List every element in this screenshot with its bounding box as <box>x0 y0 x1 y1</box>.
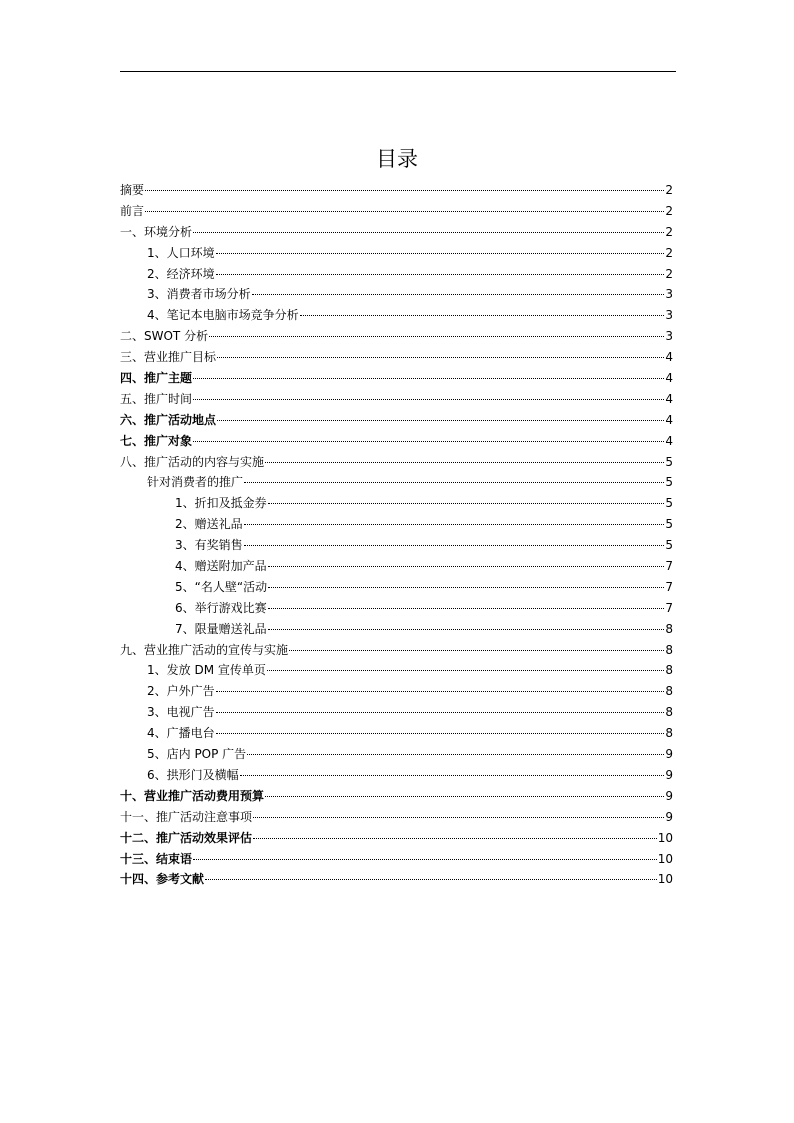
dot-leader <box>289 650 664 651</box>
toc-entry[interactable] <box>120 640 673 661</box>
toc-entry[interactable] <box>120 786 673 807</box>
toc-entry-label: 五、推广时间 <box>120 391 193 406</box>
toc-entry-page: 9 <box>665 809 673 824</box>
toc-entry-page: 4 <box>665 433 673 448</box>
toc-entry[interactable] <box>120 577 673 598</box>
dot-leader <box>193 399 664 400</box>
toc-entry[interactable] <box>120 807 673 828</box>
dot-leader <box>209 336 664 337</box>
toc-entry-page: 8 <box>665 642 673 657</box>
toc-entry-page: 8 <box>665 663 673 678</box>
toc-entry-label: 一、环境分析 <box>120 224 193 239</box>
toc-entry[interactable] <box>120 723 673 744</box>
toc-entry[interactable] <box>120 702 673 723</box>
toc-entry-label: 3、有奖销售 <box>175 538 243 553</box>
dot-leader <box>268 503 665 504</box>
dot-leader <box>267 670 665 671</box>
dot-leader <box>216 274 665 275</box>
page-title: 目录 <box>376 147 418 171</box>
toc-entry-label: 针对消费者的推广 <box>147 475 244 490</box>
toc-entry-label: 三、营业推广目标 <box>120 350 217 365</box>
toc-entry-label: 7、限量赠送礼品 <box>175 621 267 636</box>
toc-entry[interactable] <box>120 598 673 619</box>
toc-entry-page: 4 <box>665 391 673 406</box>
dot-leader <box>244 545 665 546</box>
toc-entry-page: 10 <box>657 851 673 866</box>
toc-entry[interactable] <box>120 681 673 702</box>
toc-entry[interactable] <box>120 619 673 640</box>
toc-entry-label: 1、发放 DM 宣传单页 <box>147 663 266 678</box>
dot-leader <box>268 629 665 630</box>
toc-entry[interactable] <box>120 765 673 786</box>
toc-entry-page: 2 <box>665 266 673 281</box>
dot-leader <box>252 294 665 295</box>
toc-entry-label: 2、户外广告 <box>147 684 215 699</box>
dot-leader <box>253 817 664 818</box>
toc-entry[interactable] <box>120 849 673 870</box>
toc-entry-page: 7 <box>665 559 673 574</box>
toc-entry[interactable] <box>120 535 673 556</box>
toc-entry-page: 4 <box>665 412 673 427</box>
toc-entry-label: 5、“名人壁“活动 <box>175 579 268 594</box>
toc-entry-page: 7 <box>665 600 673 615</box>
toc-entry[interactable] <box>120 514 673 535</box>
toc-entry[interactable] <box>120 744 673 765</box>
toc-entry-page: 2 <box>665 245 673 260</box>
toc-entry-label: 3、电视广告 <box>147 705 215 720</box>
dot-leader <box>216 712 665 713</box>
toc-entry-page: 3 <box>665 329 673 344</box>
toc-entry-page: 9 <box>665 788 673 803</box>
toc-entry[interactable] <box>120 368 673 389</box>
toc-entry-page: 8 <box>665 621 673 636</box>
toc-entry[interactable] <box>120 180 673 201</box>
dot-leader <box>268 587 664 588</box>
toc-entry-page: 5 <box>665 475 673 490</box>
toc-entry[interactable] <box>120 264 673 285</box>
toc-entry-page: 5 <box>665 496 673 511</box>
toc-entry-page: 5 <box>665 454 673 469</box>
dot-leader <box>217 357 664 358</box>
dot-leader <box>217 420 664 421</box>
toc-entry-label: 4、广播电台 <box>147 726 215 741</box>
toc-entry-label: 十四、参考文献 <box>120 872 205 887</box>
toc-entry-label: 十一、推广活动注意事项 <box>120 809 253 824</box>
toc-entry-page: 10 <box>657 872 673 887</box>
dot-leader <box>193 232 664 233</box>
toc-entry[interactable] <box>120 201 673 222</box>
toc-entry-label: 十二、推广活动效果评估 <box>120 830 253 845</box>
toc-entry[interactable] <box>120 222 673 243</box>
toc-entry-label: 3、消费者市场分析 <box>147 287 251 302</box>
toc-entry-page: 8 <box>665 705 673 720</box>
toc-entry-label: 前言 <box>120 203 145 218</box>
toc-entry-page: 8 <box>665 684 673 699</box>
toc-entry-label: 5、店内 POP 广告 <box>147 747 247 762</box>
table-of-contents <box>120 180 673 890</box>
dot-leader <box>265 462 664 463</box>
toc-entry-label: 六、推广活动地点 <box>120 412 217 427</box>
dot-leader <box>216 733 665 734</box>
toc-entry-page: 2 <box>665 203 673 218</box>
toc-entry-page: 9 <box>665 767 673 782</box>
dot-leader <box>268 608 665 609</box>
header-rule <box>120 71 676 72</box>
dot-leader <box>244 482 664 483</box>
toc-entry-label: 4、赠送附加产品 <box>175 559 267 574</box>
toc-entry-label: 4、笔记本电脑市场竞争分析 <box>147 308 299 323</box>
toc-entry[interactable] <box>120 347 673 368</box>
dot-leader <box>145 190 664 191</box>
dot-leader <box>205 879 657 880</box>
toc-entry[interactable] <box>120 452 673 473</box>
dot-leader <box>193 378 664 379</box>
toc-entry-page: 2 <box>665 183 673 197</box>
dot-leader <box>216 691 665 692</box>
toc-entry-page: 4 <box>665 371 673 386</box>
toc-entry[interactable] <box>120 284 673 305</box>
dot-leader <box>216 253 665 254</box>
toc-entry-label: 2、赠送礼品 <box>175 517 243 532</box>
toc-entry-label: 2、经济环境 <box>147 266 215 281</box>
toc-entry[interactable] <box>120 389 673 410</box>
toc-entry-label: 十、营业推广活动费用预算 <box>120 788 265 803</box>
toc-entry-label: 6、拱形门及横幅 <box>147 767 239 782</box>
toc-entry-label: 十三、结束语 <box>120 851 193 866</box>
toc-entry[interactable] <box>120 869 673 890</box>
dot-leader <box>145 211 664 212</box>
toc-entry-page: 10 <box>657 830 673 845</box>
toc-entry[interactable] <box>120 472 673 493</box>
toc-entry-label: 摘要 <box>120 183 145 197</box>
toc-entry-page: 5 <box>665 538 673 553</box>
toc-entry[interactable] <box>120 431 673 452</box>
toc-entry-page: 8 <box>665 726 673 741</box>
toc-entry-label: 四、推广主题 <box>120 371 193 386</box>
toc-entry-label: 1、人口环境 <box>147 245 215 260</box>
toc-entry[interactable] <box>120 410 673 431</box>
toc-entry-label: 二、SWOT 分析 <box>120 329 209 344</box>
dot-leader <box>193 441 664 442</box>
toc-entry-page: 2 <box>665 224 673 239</box>
dot-leader <box>300 315 665 316</box>
toc-entry-label: 6、举行游戏比赛 <box>175 600 267 615</box>
toc-entry[interactable] <box>120 493 673 514</box>
dot-leader <box>253 838 657 839</box>
toc-entry-page: 3 <box>665 287 673 302</box>
dot-leader <box>244 524 665 525</box>
dot-leader <box>268 566 665 567</box>
toc-entry[interactable] <box>120 243 673 264</box>
toc-entry[interactable] <box>120 556 673 577</box>
dot-leader <box>265 796 664 797</box>
toc-entry-page: 5 <box>665 517 673 532</box>
toc-entry-label: 九、营业推广活动的宣传与实施 <box>120 642 289 657</box>
toc-entry-label: 七、推广对象 <box>120 433 193 448</box>
toc-entry-label: 1、折扣及抵金券 <box>175 496 267 511</box>
toc-entry-page: 3 <box>665 308 673 323</box>
toc-entry[interactable] <box>120 828 673 849</box>
toc-entry-page: 9 <box>665 747 673 762</box>
toc-entry-label: 八、推广活动的内容与实施 <box>120 454 265 469</box>
dot-leader <box>247 754 664 755</box>
toc-entry-page: 4 <box>665 350 673 365</box>
dot-leader <box>240 775 665 776</box>
toc-entry-page: 7 <box>665 579 673 594</box>
toc-entry[interactable] <box>120 305 673 326</box>
toc-entry[interactable] <box>120 660 673 681</box>
toc-entry[interactable] <box>120 326 673 347</box>
dot-leader <box>193 859 657 860</box>
